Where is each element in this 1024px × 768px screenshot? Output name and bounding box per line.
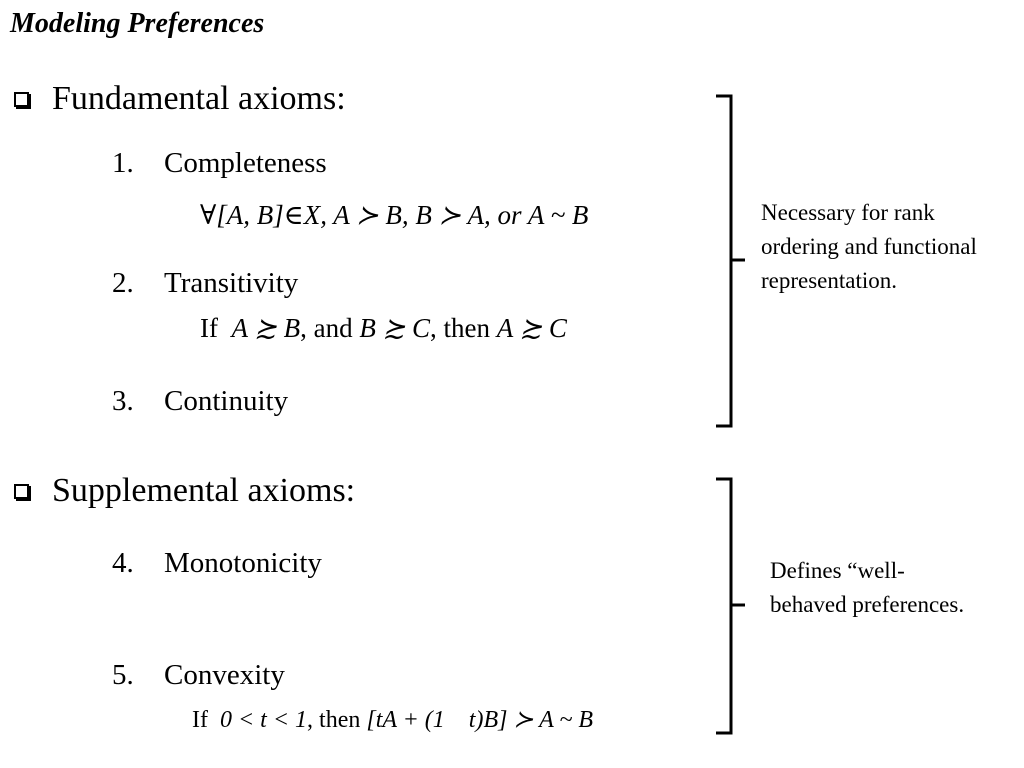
relation-a-b: A ≿ B: [231, 313, 301, 343]
supplemental-note: Defines “well-behaved preferences.: [770, 558, 965, 617]
fundamental-brace: [716, 96, 745, 426]
t-condition: 0 < t < 1: [219, 707, 308, 733]
then-word: , then: [429, 313, 490, 343]
item-number: 1.: [112, 147, 134, 179]
item-number: 4.: [112, 547, 134, 579]
and-word: , and: [300, 313, 353, 343]
item-continuity: Continuity: [164, 385, 289, 417]
set-x: X: [303, 200, 321, 230]
completeness-relations: , A ≻ B, B ≻ A, or A ~ B: [320, 200, 589, 230]
item-number: 5.: [112, 659, 134, 691]
item-completeness: Completeness: [164, 147, 327, 179]
item-number: 3.: [112, 385, 134, 417]
relation-b-c: B ≿ C: [359, 313, 430, 343]
page-title: Modeling Preferences: [10, 8, 265, 39]
element-of-symbol: ∈: [283, 200, 304, 230]
convex-combination: [tA + (1 t)B] ≻ A ~ B: [366, 707, 594, 733]
then-word: , then: [307, 707, 361, 733]
supplemental-heading: Supplemental axioms:: [52, 472, 356, 509]
item-monotonicity: Monotonicity: [164, 547, 322, 579]
set-expression: [A, B]: [216, 200, 284, 230]
if-word: If: [192, 707, 208, 733]
fundamental-note: Necessary for rank ordering and functional representation.: [761, 200, 977, 293]
item-transitivity: Transitivity: [164, 267, 299, 299]
forall-symbol: ∀: [200, 200, 217, 230]
item-convexity: Convexity: [164, 659, 285, 691]
if-word: If: [200, 313, 218, 343]
item-number: 2.: [112, 267, 134, 299]
fundamental-heading: Fundamental axioms:: [52, 80, 346, 117]
relation-a-c: A ≿ C: [496, 313, 567, 343]
supplemental-brace: [716, 479, 745, 733]
